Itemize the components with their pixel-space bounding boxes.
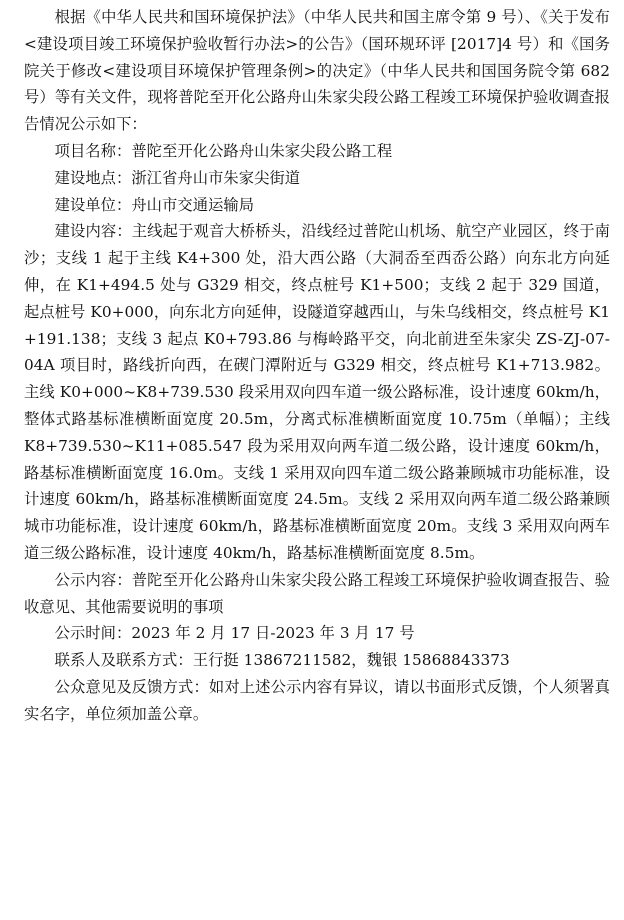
- contact-line: 联系人及联系方式：王行挺 13867211582，魏银 15868843373: [54, 651, 510, 670]
- intro-paragraph: 根据《中华人民共和国环境保护法》（中华人民共和国主席令第 9 号）、《关于发布<建设项目竣工环境保护验收暂行办法>的公告》（国环规环评 [2017]4 号）和《国务院关于修改<建设项目环境保护管理条例>的决定》（中华人民共和国国务院令第 682 号）等有关文件，现将普陀至开化公路舟山朱家尖段公路工程竣工环境保护验收调查报告情况公示如下：: [24, 8, 610, 134]
- construction-location-line: 建设地点：浙江省舟山市朱家尖街道: [54, 168, 301, 187]
- construction-unit-line: 建设单位：舟山市交通运输局: [54, 195, 255, 214]
- feedback-paragraph: 公众意见及反馈方式：如对上述公示内容有异议，请以书面形式反馈，个人须署真实名字，单位须加盖公章。: [24, 677, 610, 723]
- project-name-line: 项目名称：普陀至开化公路舟山朱家尖段公路工程: [54, 141, 393, 160]
- publicity-period-line: 公示时间：2023 年 2 月 17 日-2023 年 3 月 17 号: [54, 624, 415, 643]
- publicity-content-paragraph: 公示内容：普陀至开化公路舟山朱家尖段公路工程竣工环境保护验收调查报告、验收意见、其他需要说明的事项: [24, 570, 610, 616]
- construction-content-paragraph: 建设内容：主线起于观音大桥桥头，沿线经过普陀山机场、航空产业园区，终于南沙；支线 1 起于主线 K4+300 处，沿大西公路（大洞岙至西岙公路）向东北方向延伸，在 K1+494.5 处与 G329 相交，终点桩号 K1+500；支线 2 起于 329 国道，起点桩号 K0+000，向东北方向延伸，设隧道穿越西山，与朱乌线相交，终点桩号 K1+191.138；支线 3 起点 K0+793.86 与梅岭路平交，向北前进至朱家尖 ZS-ZJ-07-04A 项目时，路线折向西，在碶门潭附近与 G329 相交，终点桩号 K1+713.982。主线 K0+000~K8+739.530 段采用双向四车道一级公路标准，设计速度 60km/h，整体式路基标准横断面宽度 20.5m，分离式标准横断面宽度 10.75m（单幅）；主线 K8+739.530~K11+085.547 段为采用双向两车道二级公路，设计速度 60km/h，路基标准横断面宽度 16.0m。支线 1 采用双向四车道二级公路兼顾城市功能标准，设计速度 60km/h，路基标准横断面宽度 24.5m。支线 2 采用双向两车道二级公路兼顾城市功能标准，设计速度 60km/h，路基标准横断面宽度 20m。支线 3 采用双向两车道三级公路标准，设计速度 40km/h，路基标准横断面宽度 8.5m。: [24, 222, 610, 562]
